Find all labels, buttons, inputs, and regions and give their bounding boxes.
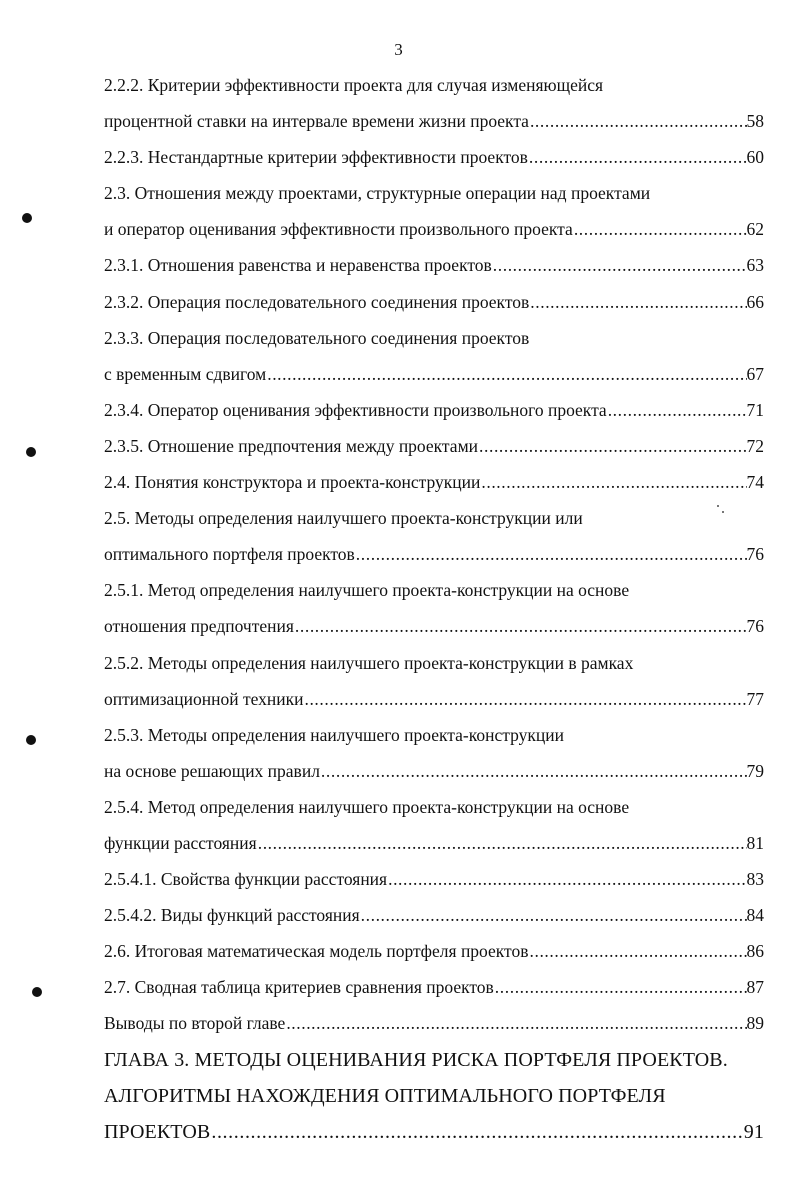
toc-entry-title: процентной ставки на интервале времени жизни проекта xyxy=(104,111,529,132)
toc-entry-title: 2.4. Понятия конструктора и проекта-конструкции xyxy=(104,472,481,493)
toc-page-number: 60 xyxy=(746,147,764,168)
toc-page-number: 63 xyxy=(746,255,764,276)
toc-dot-leader xyxy=(267,356,746,392)
toc-dot-leader xyxy=(574,211,747,247)
toc-page-number: 77 xyxy=(746,688,764,709)
toc-entry-title: 2.5.3. Методы определения наилучшего проекта-конструкции xyxy=(104,724,564,745)
toc-entry-title: АЛГОРИТМЫ НАХОЖДЕНИЯ ОПТИМАЛЬНОГО ПОРТФЕЛЯ xyxy=(104,1084,666,1107)
toc-page-number: 91 xyxy=(743,1120,764,1143)
toc-dot-leader xyxy=(495,969,747,1005)
toc-entry-title: 2.5.4.1. Свойства функции расстояния xyxy=(104,869,388,890)
toc-page-number: 71 xyxy=(746,399,764,420)
toc-entry-title: Выводы по второй главе xyxy=(104,1013,286,1034)
toc-page-number: 79 xyxy=(746,760,764,781)
toc-entry-line xyxy=(104,247,764,283)
toc-dot-leader xyxy=(530,103,747,139)
toc-dot-leader xyxy=(530,284,746,320)
toc-page-number: 76 xyxy=(746,544,764,565)
punch-hole-mark xyxy=(32,987,42,997)
toc-entry-line xyxy=(104,681,764,717)
toc-dot-leader xyxy=(286,1005,746,1041)
toc-entry-line xyxy=(104,392,764,428)
toc-entry-line xyxy=(104,139,764,175)
toc-page-number: 86 xyxy=(746,941,764,962)
toc-entry-title: 2.3.5. Отношение предпочтения между проектами xyxy=(104,435,479,456)
toc-dot-leader xyxy=(321,753,747,789)
toc-dot-leader xyxy=(388,861,746,897)
table-of-contents xyxy=(104,67,764,1150)
toc-dot-leader xyxy=(493,247,747,283)
toc-entry-title: ПРОЕКТОВ xyxy=(104,1120,211,1143)
toc-dot-leader xyxy=(608,392,747,428)
toc-chapter-line xyxy=(104,1078,764,1114)
toc-entry-title: на основе решающих правил xyxy=(104,760,320,781)
toc-entry-line xyxy=(104,753,764,789)
toc-entry-line xyxy=(104,1005,764,1041)
toc-page-number: 66 xyxy=(746,291,764,312)
toc-page-number: 81 xyxy=(746,832,764,853)
toc-entry-line xyxy=(104,933,764,969)
toc-entry-line xyxy=(104,356,764,392)
toc-entry-line xyxy=(104,572,764,608)
toc-entry-title: 2.3.4. Оператор оценивания эффективности произвольного проекта xyxy=(104,399,607,420)
toc-entry-title: 2.7. Сводная таблица критериев сравнения проектов xyxy=(104,977,494,998)
toc-entry-title: 2.3.3. Операция последовательного соединения проектов xyxy=(104,327,530,348)
scan-speck xyxy=(717,505,719,507)
toc-page-number: 83 xyxy=(746,869,764,890)
toc-page-number: 87 xyxy=(746,977,764,998)
toc-entry-line xyxy=(104,500,764,536)
toc-page-number: 62 xyxy=(746,219,764,240)
scan-speck xyxy=(722,511,724,513)
toc-chapter-line xyxy=(104,1114,764,1150)
toc-entry-title: 2.5.4.2. Виды функций расстояния xyxy=(104,905,360,926)
toc-dot-leader xyxy=(479,428,746,464)
toc-entry-line xyxy=(104,320,764,356)
toc-page-number: 58 xyxy=(746,111,764,132)
toc-page-number: 72 xyxy=(746,435,764,456)
toc-entry-line xyxy=(104,103,764,139)
toc-dot-leader xyxy=(304,681,746,717)
toc-entry-title: 2.5.4. Метод определения наилучшего проекта-конструкции на основе xyxy=(104,796,630,817)
toc-entry-title: 2.3.2. Операция последовательного соединения проектов xyxy=(104,291,530,312)
toc-entry-line xyxy=(104,969,764,1005)
toc-page-number: 74 xyxy=(746,472,764,493)
toc-entry-line xyxy=(104,861,764,897)
toc-entry-line xyxy=(104,897,764,933)
page-number: 3 xyxy=(394,40,403,59)
toc-entry-title: ГЛАВА 3. МЕТОДЫ ОЦЕНИВАНИЯ РИСКА ПОРТФЕЛЯ ПРОЕКТОВ. xyxy=(104,1048,728,1071)
toc-page-number: 84 xyxy=(746,905,764,926)
toc-chapter-line xyxy=(104,1042,764,1078)
toc-dot-leader xyxy=(481,464,746,500)
toc-entry-title: 2.5.1. Метод определения наилучшего проекта-конструкции на основе xyxy=(104,580,630,601)
toc-entry-title: с временным сдвигом xyxy=(104,363,267,384)
toc-entry-line xyxy=(104,67,764,103)
toc-entry-title: 2.3. Отношения между проектами, структурные операции над проектами xyxy=(104,183,651,204)
toc-entry-line xyxy=(104,608,764,644)
punch-hole-mark xyxy=(26,447,36,457)
toc-page-number: 67 xyxy=(746,363,764,384)
toc-dot-leader xyxy=(356,536,747,572)
toc-entry-title: 2.5. Методы определения наилучшего проекта-конструкции или xyxy=(104,508,583,529)
toc-entry-line xyxy=(104,428,764,464)
toc-entry-title: 2.6. Итоговая математическая модель портфеля проектов xyxy=(104,941,529,962)
toc-entry-title: 2.2.3. Нестандартные критерии эффективности проектов xyxy=(104,147,528,168)
toc-dot-leader xyxy=(258,825,747,861)
toc-entry-line xyxy=(104,717,764,753)
toc-entry-title: функции расстояния xyxy=(104,832,257,853)
toc-entry-line xyxy=(104,536,764,572)
toc-entry-title: оптимального портфеля проектов xyxy=(104,544,355,565)
toc-entry-line xyxy=(104,211,764,247)
toc-entry-line xyxy=(104,284,764,320)
toc-dot-leader xyxy=(211,1114,743,1150)
punch-hole-mark xyxy=(22,213,32,223)
toc-entry-line xyxy=(104,175,764,211)
toc-entry-title: отношения предпочтения xyxy=(104,616,294,637)
toc-dot-leader xyxy=(295,608,747,644)
toc-entry-title: 2.5.2. Методы определения наилучшего проекта-конструкции в рамках xyxy=(104,652,634,673)
toc-entry-title: 2.2.2. Критерии эффективности проекта для случая изменяющейся xyxy=(104,75,604,95)
toc-dot-leader xyxy=(361,897,747,933)
toc-entry-line xyxy=(104,789,764,825)
punch-hole-mark xyxy=(26,735,36,745)
toc-page-number: 76 xyxy=(746,616,764,637)
toc-entry-line xyxy=(104,464,764,500)
toc-entry-line xyxy=(104,645,764,681)
toc-entry-line xyxy=(104,825,764,861)
toc-entry-title: 2.3.1. Отношения равенства и неравенства проектов xyxy=(104,255,492,276)
toc-entry-title: оптимизационной техники xyxy=(104,688,304,709)
toc-entry-title: и оператор оценивания эффективности произвольного проекта xyxy=(104,219,573,240)
toc-dot-leader xyxy=(530,933,747,969)
toc-page-number: 89 xyxy=(746,1013,764,1034)
toc-dot-leader xyxy=(529,139,747,175)
